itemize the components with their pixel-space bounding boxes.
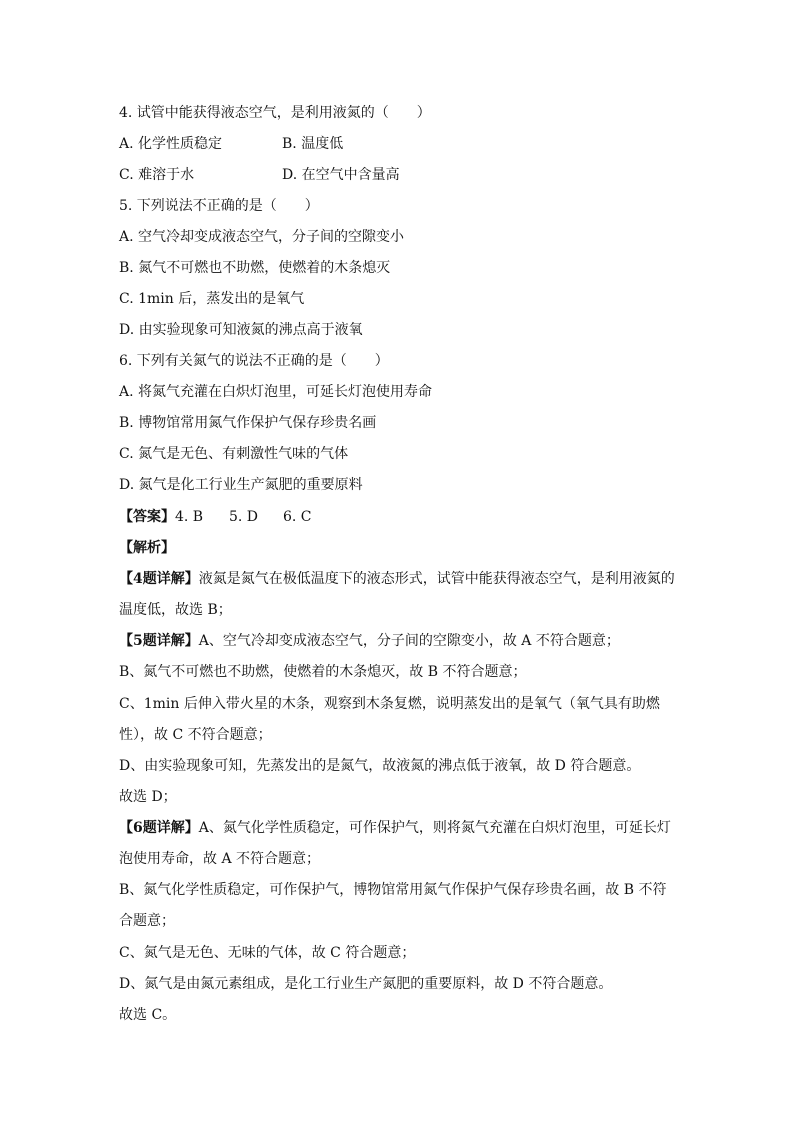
answer-line (119, 507, 312, 527)
question-4-option-c: C. 难溶于水 (119, 167, 195, 183)
detail-4-text-1: 液氮是氮气在极低温度下的液态形式，试管中能获得液态空气，是利用液氮的 (198, 571, 675, 587)
detail-5-line-5: D、由实验现象可知，先蒸发出的是氮气，故液氮的沸点低于液氧，故 D 符合题意。 (119, 758, 641, 774)
question-4-stem: 4. 试管中能获得液态空气，是利用液氮的（ ） (119, 105, 431, 121)
question-6-stem: 6. 下列有关氮气的说法不正确的是（ ） (119, 353, 389, 369)
answer-6: 6. C (283, 509, 312, 525)
answer-4: 4. B (175, 509, 204, 525)
question-5-option-b: B. 氮气不可燃也不助燃，使燃着的木条熄灭 (119, 260, 391, 276)
question-4-option-d: D. 在空气中含量高 (282, 167, 400, 183)
answer-label: 【答案】 (119, 509, 175, 525)
question-4-option-a: A. 化学性质稳定 (119, 136, 223, 152)
detail-5-line-2: B、氮气不可燃也不助燃，使燃着的木条熄灭，故 B 不符合题意； (119, 664, 527, 680)
question-6-option-c: C. 氮气是无色、有刺激性气味的气体 (119, 446, 349, 462)
question-4-option-b: B. 温度低 (282, 136, 344, 152)
detail-5-line-1 (119, 631, 620, 651)
question-4-options-cd (119, 165, 400, 185)
question-5-stem: 5. 下列说法不正确的是（ ） (119, 198, 319, 214)
question-5-option-a: A. 空气冷却变成液态空气，分子间的空隙变小 (119, 229, 405, 245)
detail-5-label: 【5题详解】 (119, 633, 199, 649)
detail-6-line-1 (119, 818, 671, 838)
detail-5-text-1: A、空气冷却变成液态空气，分子间的空隙变小，故 A 不符合题意； (198, 633, 620, 649)
detail-5-line-6: 故选 D； (119, 789, 177, 805)
question-6-option-b: B. 博物馆常用氮气作保护气保存珍贵名画 (119, 415, 377, 431)
analysis-heading: 【解析】 (119, 540, 175, 556)
detail-6-line-6: D、氮气是由氮元素组成，是化工行业生产氮肥的重要原料，故 D 不符合题意。 (119, 976, 613, 992)
detail-6-line-7: 故选 C。 (119, 1007, 177, 1023)
question-6-option-d: D. 氮气是化工行业生产氮肥的重要原料 (119, 477, 363, 493)
detail-4-line-2: 温度低，故选 B； (119, 602, 232, 618)
detail-6-text-1: A、氮气化学性质稳定，可作保护气，则将氮气充灌在白炽灯泡里，可延长灯 (198, 820, 671, 836)
question-5-option-d: D. 由实验现象可知液氮的沸点高于液氧 (119, 322, 363, 338)
detail-5-line-3: C、1min 后伸入带火星的木条，观察到木条复燃，说明蒸发出的是氧气（氧气具有助燃 (119, 696, 660, 712)
detail-4-line-1 (119, 569, 675, 589)
detail-6-line-2: 泡使用寿命，故 A 不符合题意； (119, 851, 321, 867)
answer-5: 5. D (229, 509, 259, 525)
detail-6-line-5: C、氮气是无色、无味的气体，故 C 符合题意； (119, 945, 416, 961)
detail-6-line-4: 合题意； (119, 913, 175, 929)
question-5-option-c: C. 1min 后，蒸发出的是氧气 (119, 291, 305, 307)
detail-4-label: 【4题详解】 (119, 571, 199, 587)
detail-5-line-4: 性），故 C 不符合题意； (119, 727, 272, 743)
question-6-option-a: A. 将氮气充灌在白炽灯泡里，可延长灯泡使用寿命 (119, 384, 433, 400)
question-4-options-ab (119, 134, 343, 154)
detail-6-line-3: B、氮气化学性质稳定，可作保护气，博物馆常用氮气作保护气保存珍贵名画，故 B 不符 (119, 882, 667, 898)
detail-6-label: 【6题详解】 (119, 820, 199, 836)
